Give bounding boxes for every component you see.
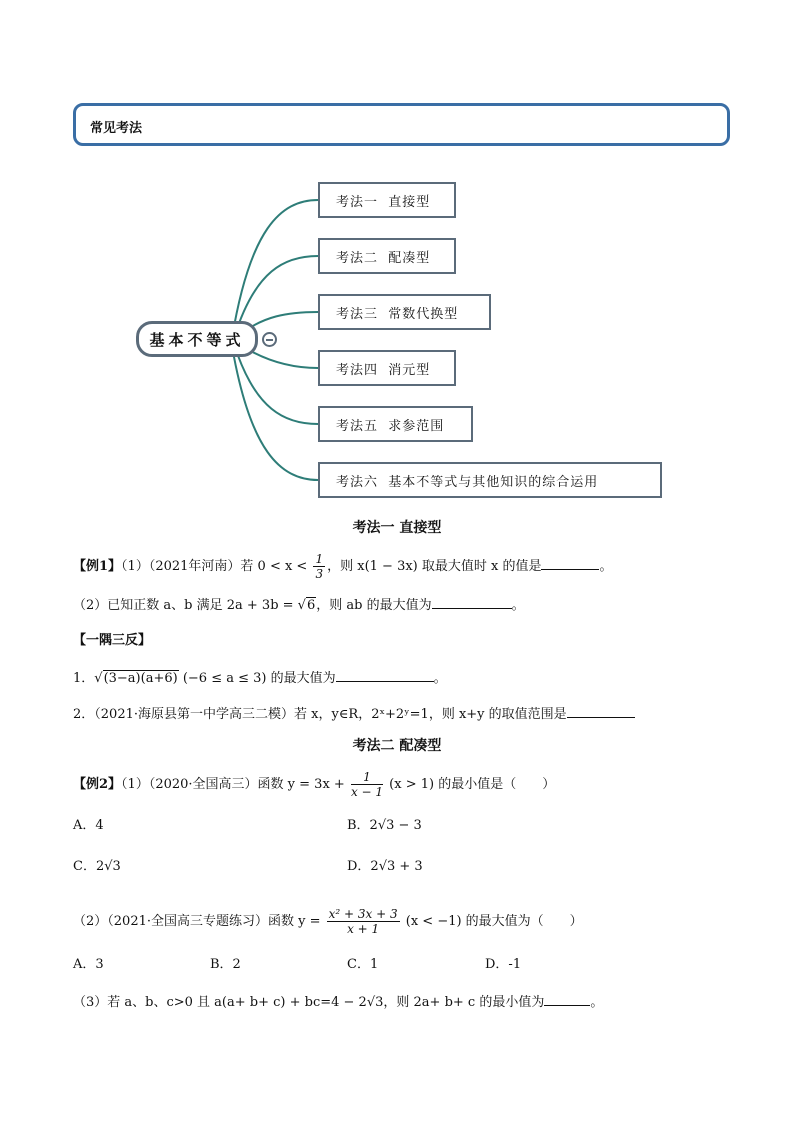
answer-blank[interactable] xyxy=(567,704,635,718)
option-a[interactable]: A．3 xyxy=(73,957,104,972)
option-d[interactable]: D．2√3 + 3 xyxy=(347,859,423,874)
fraction: $\frac{1}{3}$ xyxy=(315,552,324,581)
answer-blank[interactable] xyxy=(432,595,512,609)
fraction: $\frac{1}{x - 1}$ xyxy=(350,770,384,799)
header-title: 常见考法 xyxy=(90,121,143,136)
mindmap-branch-5[interactable]: 考法五 求参范围 xyxy=(318,406,473,442)
option-d[interactable]: D．-1 xyxy=(485,957,522,972)
practice-2: 2．（2021·海原县第一中学高三二模）若 x，y∈R，2ˣ+2ʸ=1，则 x+y 的取值范围是 xyxy=(73,704,635,724)
collapse-icon[interactable] xyxy=(262,332,277,347)
option-c[interactable]: C．2√3 xyxy=(73,859,121,874)
example-2-q2: （2）（2021·全国高三专题练习）函数 y = $\frac{\text{x² + 3x + 3}}{x + 1}$ (x < −1) 的最大值为（ ） xyxy=(73,907,583,936)
connector-6 xyxy=(232,346,318,480)
mindmap-branch-4[interactable]: 考法四 消元型 xyxy=(318,350,456,386)
q-text: （1）（2021年河南）若 0 < x < xyxy=(121,559,308,574)
example-1-q2: （2）已知正数 a、b 满足 2a + 3b = √6，则 ab 的最大值为 。 xyxy=(73,595,525,615)
section-title-1: 考法一 直接型 xyxy=(352,520,442,536)
option-b[interactable]: B．2√3 − 3 xyxy=(347,818,422,833)
example-1-q1: 【例1】（1）（2021年河南）若 0 < x < $\frac{1}{3}$ ，则 x(1 − 3x) 取最大值时 x 的值是 。 xyxy=(73,552,613,581)
answer-blank[interactable] xyxy=(541,556,599,570)
answer-blank[interactable] xyxy=(336,668,434,682)
practice-label: 【一隅三反】 xyxy=(73,633,152,648)
answer-blank[interactable] xyxy=(544,992,590,1006)
practice-1: 1．√(3−a)(a+6) (−6 ≤ a ≤ 3) 的最大值为 。 xyxy=(73,668,447,688)
mindmap-branch-1[interactable]: 考法一 直接型 xyxy=(318,182,456,218)
mindmap-branch-3[interactable]: 考法三 常数代换型 xyxy=(318,294,491,330)
mindmap-branch-6[interactable]: 考法六 基本不等式与其他知识的综合运用 xyxy=(318,462,662,498)
example-2-q3: （3）若 a、b、c>0 且 a(a+ b+ c) + bc=4 − 2√3，则 2a+ b+ c 的最小值为 。 xyxy=(73,992,603,1012)
mindmap-branch-2[interactable]: 考法二 配凑型 xyxy=(318,238,456,274)
option-b[interactable]: B．2 xyxy=(210,957,241,972)
option-a[interactable]: A．4 xyxy=(73,818,104,833)
example-2-q1: 【例2】（1）（2020·全国高三）函数 y = 3x + $\frac{1}{x - 1}$ (x > 1) 的最小值是（ ） xyxy=(73,770,556,799)
header-box xyxy=(73,103,730,146)
section-title-2: 考法二 配凑型 xyxy=(352,738,442,754)
fraction: $\frac{\text{x² + 3x + 3}}{x + 1}$ xyxy=(328,907,398,936)
mindmap-connectors xyxy=(0,170,794,510)
option-c[interactable]: C．1 xyxy=(347,957,379,972)
example-label: 【例1】 xyxy=(73,559,122,574)
q-text: ，则 x(1 − 3x) 取最大值时 x 的值是 xyxy=(327,559,542,574)
mindmap-center-node[interactable]: 基本不等式 xyxy=(136,321,258,357)
